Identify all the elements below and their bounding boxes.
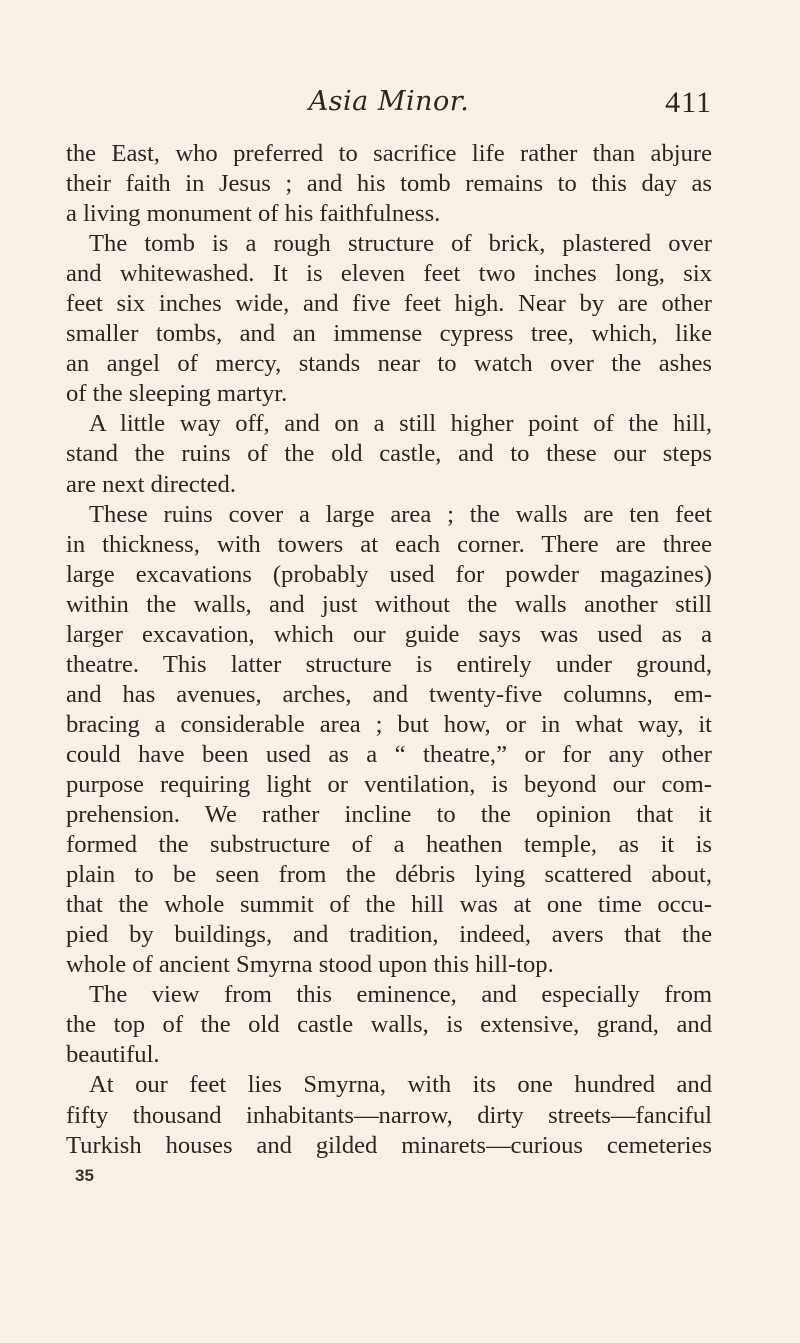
running-head [66, 86, 712, 126]
signature-mark: 35 [75, 1166, 94, 1185]
text-line: These ruins cover a large area ; the walls are ten feet [89, 500, 712, 528]
text-line: theatre. This latter structure is entirely under ground, [66, 650, 712, 678]
text-line: large excavations (probably used for powder magazines) [66, 560, 712, 588]
text-line: Turkish houses and gilded minarets—curious cemeteries [66, 1131, 712, 1159]
text-line: larger excavation, which our guide says was used as a [66, 620, 712, 648]
text-line: A little way off, and on a still higher point of the hill, [89, 410, 712, 438]
body-text [66, 139, 712, 1161]
text-line: and has avenues, arches, and twenty-five columns, em- [66, 680, 712, 708]
text-line: purpose requiring light or ventilation, is beyond our com- [66, 770, 712, 798]
text-line: that the whole summit of the hill was at one time occu- [66, 891, 712, 919]
text-line: prehension. We rather incline to the opinion that it [66, 801, 712, 829]
text-line: formed the substructure of a heathen temple, as it is [66, 831, 712, 859]
text-line: their faith in Jesus ; and his tomb remains to this day as [66, 170, 712, 198]
text-line: stand the ruins of the old castle, and to these our steps [66, 440, 712, 468]
page-number: 411 [665, 86, 712, 119]
text-line: the East, who preferred to sacrifice life rather than abjure [66, 140, 712, 167]
text-line: a living monument of his faithfulness. [66, 200, 441, 228]
text-line: in thickness, with towers at each corner. There are three [66, 530, 712, 558]
text-line: within the walls, and just without the walls another still [66, 590, 712, 618]
running-title: Asia Minor. [308, 86, 470, 117]
text-line: and whitewashed. It is eleven feet two inches long, six [66, 260, 712, 288]
text-line: feet six inches wide, and five feet high. Near by are other [66, 290, 712, 318]
text-line: could have been used as a “ theatre,” or for any other [66, 740, 712, 768]
text-line: are next directed. [66, 470, 237, 498]
text-line: The tomb is a rough structure of brick, plastered over [89, 230, 712, 258]
text-line: fifty thousand inhabitants—narrow, dirty streets—fanciful [66, 1101, 712, 1129]
text-line: smaller tombs, and an immense cypress tree, which, like [66, 320, 712, 348]
text-line: of the sleeping martyr. [66, 380, 288, 408]
text-line: beautiful. [66, 1041, 160, 1069]
text-line: The view from this eminence, and especially from [89, 981, 712, 1009]
text-line: plain to be seen from the débris lying scattered about, [66, 861, 712, 889]
text-line: an angel of mercy, stands near to watch over the ashes [66, 350, 712, 378]
text-line: At our feet lies Smyrna, with its one hundred and [89, 1071, 712, 1099]
text-line: the top of the old castle walls, is extensive, grand, and [66, 1011, 712, 1039]
text-line: pied by buildings, and tradition, indeed, avers that the [66, 921, 712, 949]
text-line: whole of ancient Smyrna stood upon this hill-top. [66, 951, 554, 979]
text-line: bracing a considerable area ; but how, or in what way, it [66, 710, 712, 738]
